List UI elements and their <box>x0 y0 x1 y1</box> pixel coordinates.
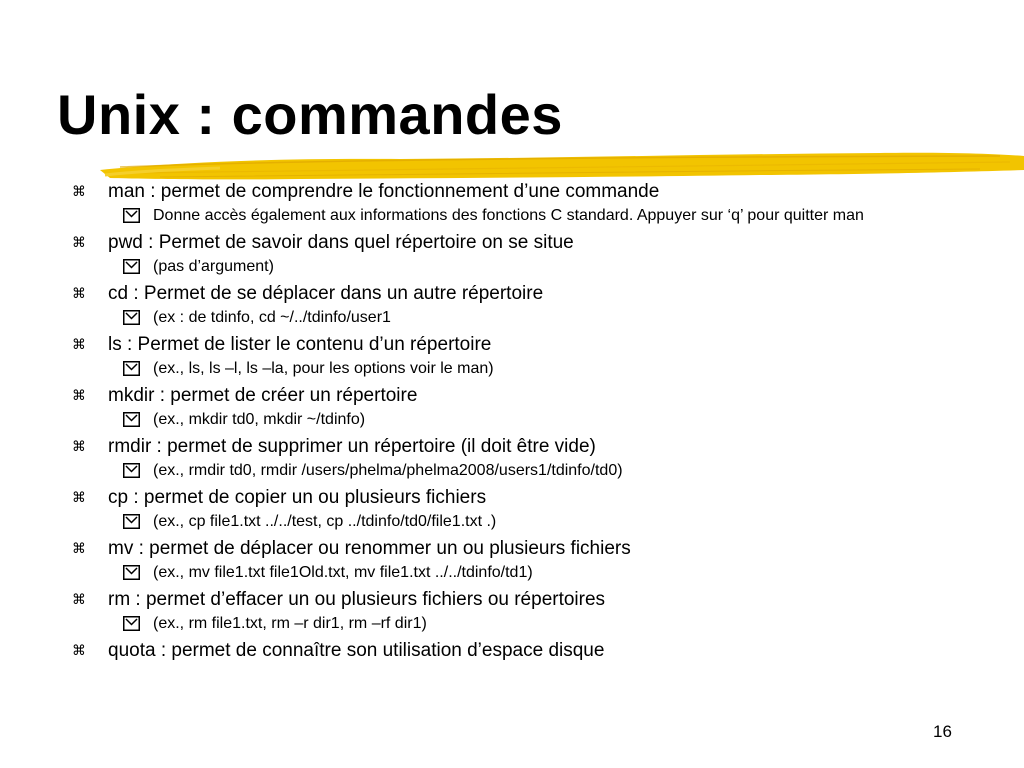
item-text: quota : permet de connaître son utilisation d’espace disque <box>108 640 605 661</box>
list-item <box>66 231 996 276</box>
command-key-icon: ⌘ <box>72 285 86 301</box>
command-key-icon: ⌘ <box>72 642 86 658</box>
title-brush-underline <box>100 148 1024 184</box>
item-text: rm : permet d’effacer un ou plusieurs fichiers ou répertoires <box>108 589 606 610</box>
item-text: rmdir : permet de supprimer un répertoire (il doit être vide) <box>108 436 596 457</box>
item-detail: (ex., rmdir td0, rmdir /users/phelma/phelma2008/users1/tdinfo/td0) <box>153 462 623 479</box>
command-key-icon: ⌘ <box>72 438 86 454</box>
list-item <box>66 588 996 633</box>
command-key-icon: ⌘ <box>72 387 86 403</box>
list-item <box>66 333 996 378</box>
list-item <box>66 537 996 582</box>
list-item <box>66 384 996 429</box>
item-text: ls : Permet de lister le contenu d’un répertoire <box>108 334 492 355</box>
checkbox-check-icon <box>123 563 153 582</box>
page-number: 16 <box>933 722 952 741</box>
checkbox-check-icon <box>123 614 153 633</box>
item-text: mv : permet de déplacer ou renommer un ou plusieurs fichiers <box>108 538 631 559</box>
command-key-icon: ⌘ <box>72 183 86 199</box>
item-detail: (ex., cp file1.txt ../../test, cp ../tdinfo/td0/file1.txt .) <box>153 513 497 530</box>
item-detail: (ex., mkdir td0, mkdir ~/tdinfo) <box>153 411 366 428</box>
item-text: mkdir : permet de créer un répertoire <box>108 385 418 406</box>
item-text: cp : permet de copier un ou plusieurs fichiers <box>108 487 487 508</box>
checkbox-check-icon <box>123 359 153 378</box>
list-item <box>66 435 996 480</box>
list-item <box>66 639 996 662</box>
item-detail: Donne accès également aux informations des fonctions C standard. Appuyer sur ‘q’ pour quitter man <box>153 207 864 224</box>
command-key-icon: ⌘ <box>72 591 86 607</box>
list-item <box>66 180 996 225</box>
checkbox-check-icon <box>123 410 153 429</box>
slide-title: Unix : commandes <box>57 83 563 146</box>
item-detail: (pas d’argument) <box>153 258 274 275</box>
checkbox-check-icon <box>123 512 153 531</box>
list-item <box>66 486 996 531</box>
checkbox-check-icon <box>123 206 153 225</box>
command-key-icon: ⌘ <box>72 540 86 556</box>
checkbox-check-icon <box>123 461 153 480</box>
checkbox-check-icon <box>123 257 153 276</box>
item-detail: (ex., ls, ls –l, ls –la, pour les options voir le man) <box>153 360 494 377</box>
list-item <box>66 282 996 327</box>
item-text: pwd : Permet de savoir dans quel répertoire on se situe <box>108 232 574 253</box>
command-key-icon: ⌘ <box>72 336 86 352</box>
item-text: man : permet de comprendre le fonctionnement d’une commande <box>108 181 660 202</box>
item-detail: (ex., mv file1.txt file1Old.txt, mv file1.txt ../../tdinfo/td1) <box>153 564 533 581</box>
command-key-icon: ⌘ <box>72 489 86 505</box>
item-detail: (ex : de tdinfo, cd ~/../tdinfo/user1 <box>153 309 391 326</box>
command-list <box>66 180 996 662</box>
item-text: cd : Permet de se déplacer dans un autre répertoire <box>108 283 544 304</box>
checkbox-check-icon <box>123 308 153 327</box>
command-key-icon: ⌘ <box>72 234 86 250</box>
item-detail: (ex., rm file1.txt, rm –r dir1, rm –rf dir1) <box>153 615 427 632</box>
